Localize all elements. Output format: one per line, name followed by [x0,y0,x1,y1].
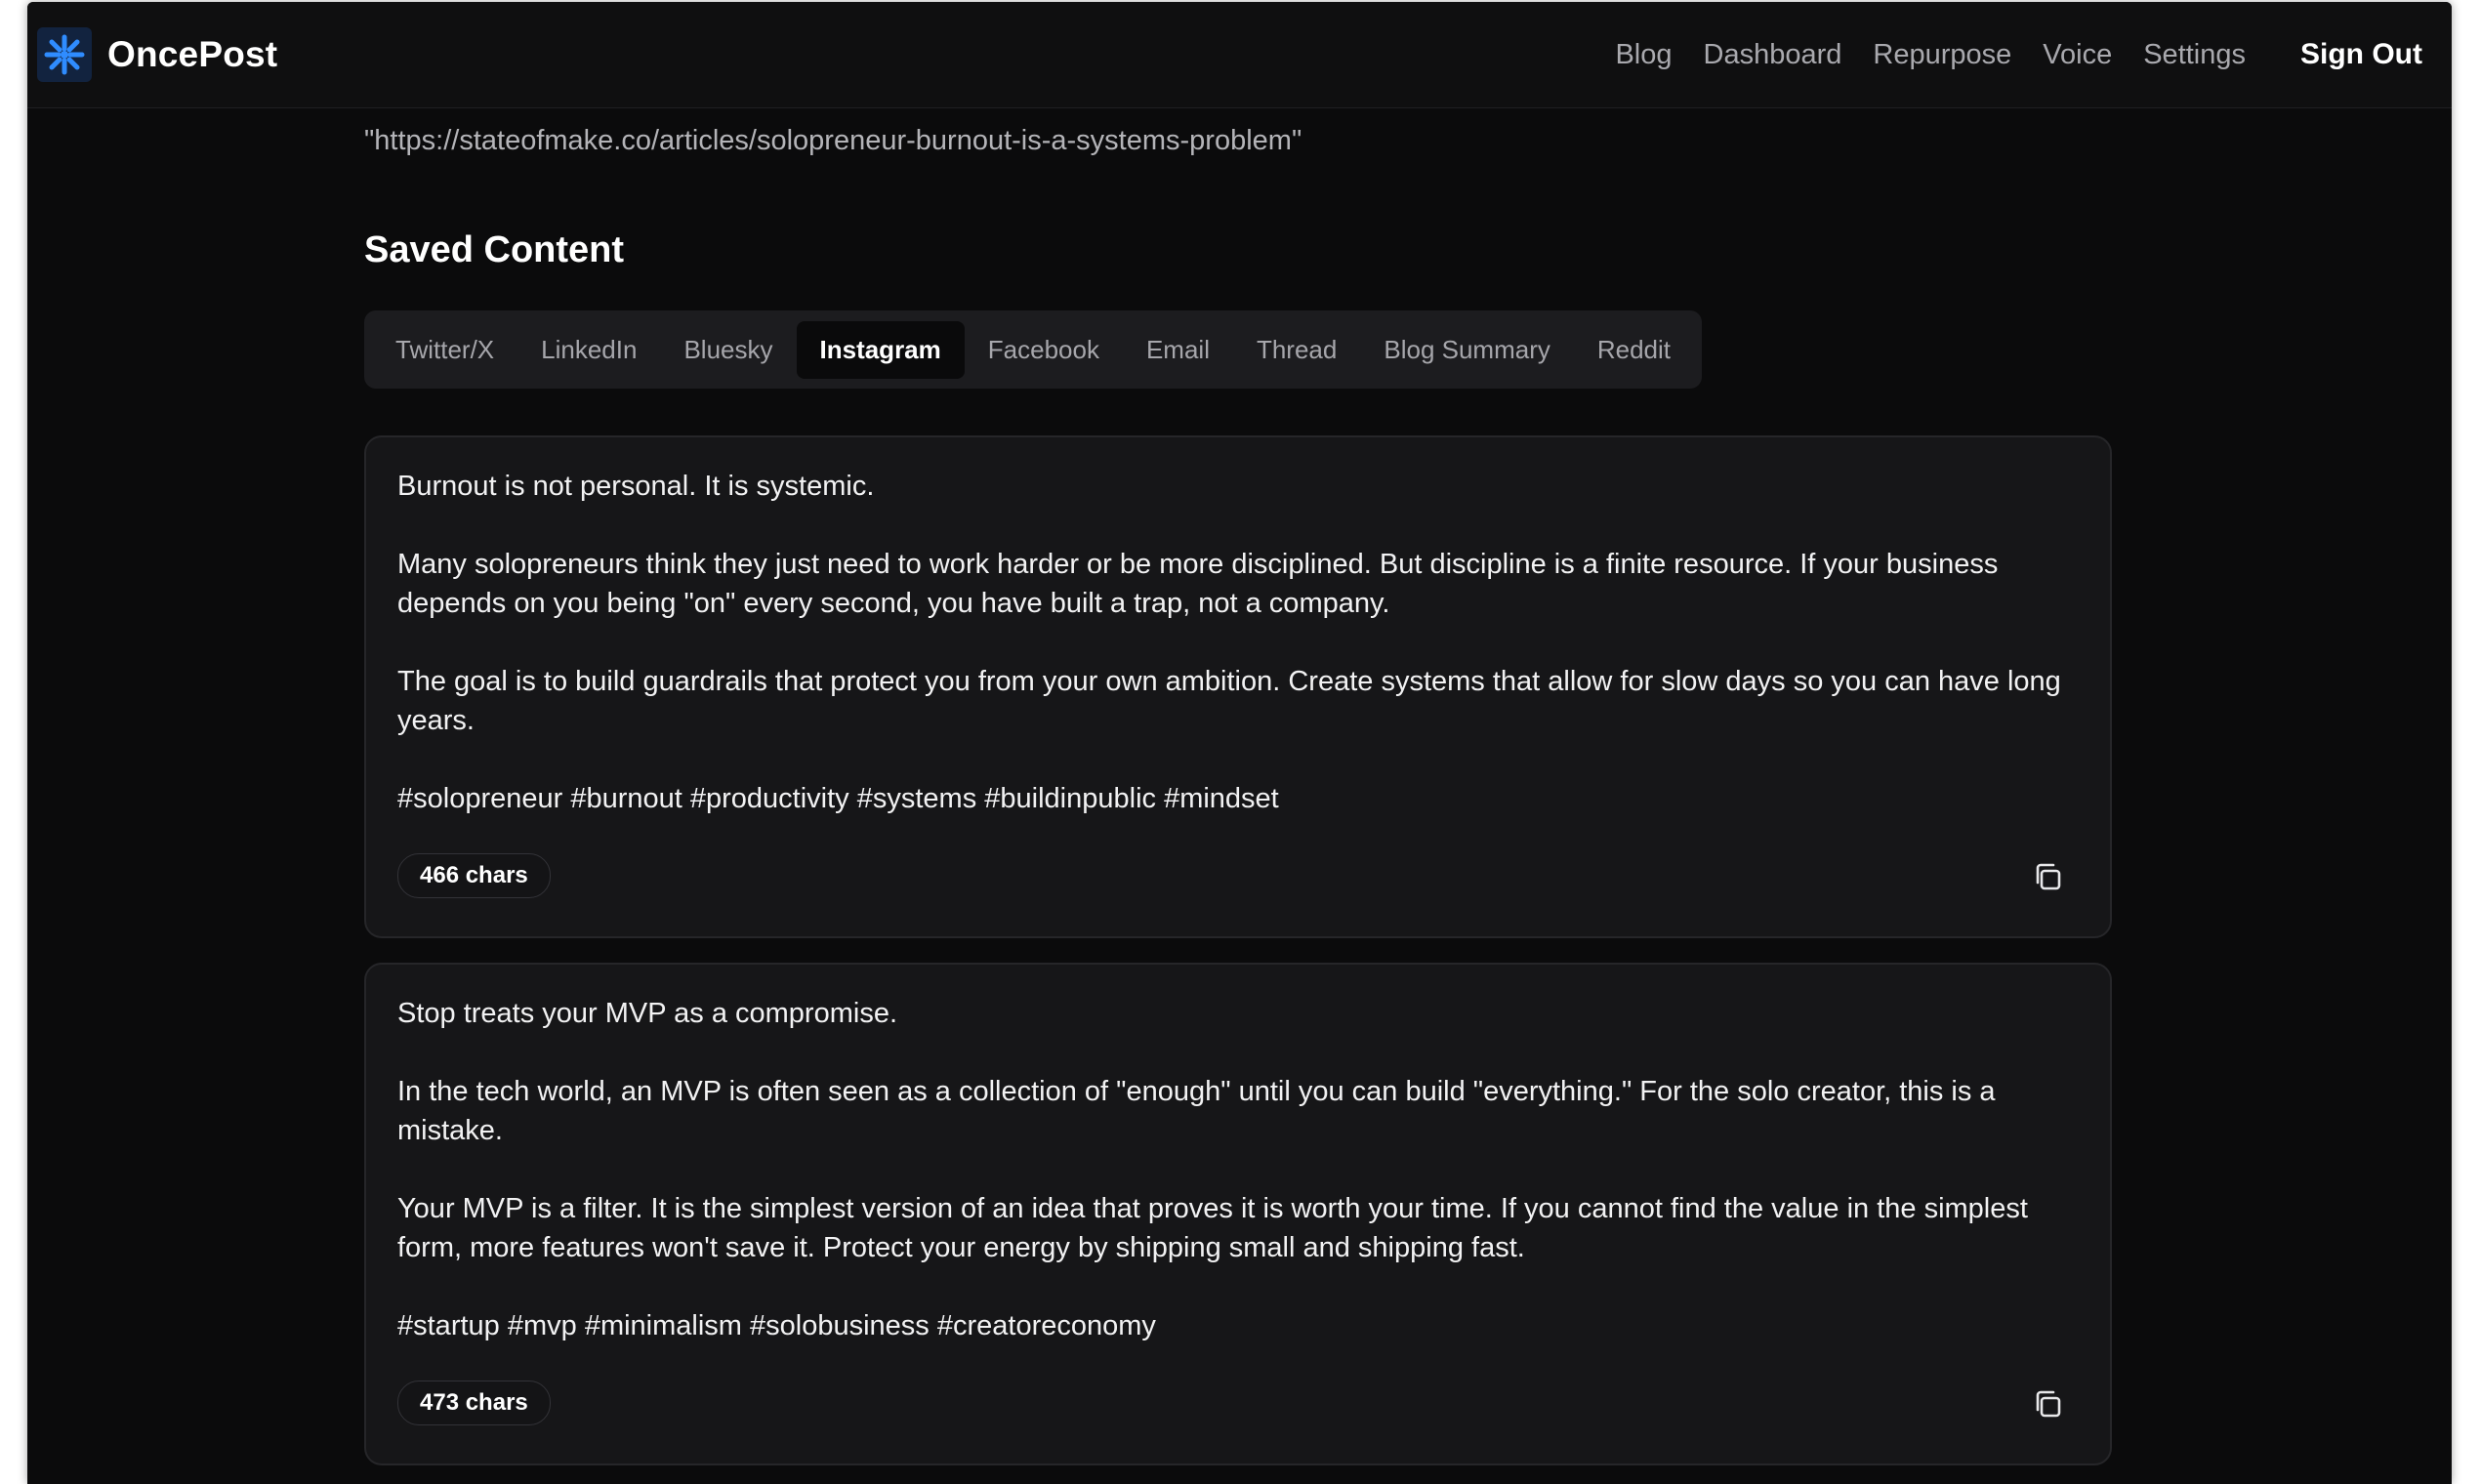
tab-twitter-x[interactable]: Twitter/X [395,334,495,364]
content-card [364,435,2112,938]
char-count-badge: 473 chars [397,1381,551,1425]
brand[interactable] [37,27,277,82]
sign-out-button[interactable]: Sign Out [2300,38,2422,70]
char-count-badge: 466 chars [397,853,551,898]
tab-facebook[interactable]: Facebook [987,334,1099,364]
copy-icon[interactable] [2028,857,2067,896]
nav-link-blog[interactable]: Blog [1615,38,1673,70]
tab-reddit[interactable]: Reddit [1596,334,1672,364]
nav-link-dashboard[interactable]: Dashboard [1703,38,1842,70]
brand-name: OncePost [107,34,278,74]
tab-email[interactable]: Email [1145,334,1210,364]
copy-icon[interactable] [2028,1384,2067,1423]
app-window [27,2,2452,1484]
tab-blog-summary[interactable]: Blog Summary [1384,334,1550,364]
source-url: "https://stateofmake.co/articles/solopreneur-burnout-is-a-systems-problem" [364,125,1302,156]
content-card [364,963,2112,1465]
top-navbar [27,2,2452,108]
nav-link-settings[interactable]: Settings [2143,38,2247,70]
platform-tabs [364,310,1702,389]
section-title: Saved Content [364,229,625,270]
post-text: Stop treats your MVP as a compromise. In the tech world, an MVP is often seen as a collection of "enough" until you can build "everything." For the solo creator, this is a mistake. Your MVP is a filter. It is the simplest version of an idea that proves it is worth your time. If you cannot find the value in the simplest form, more features won't save it. Protect your energy by shipping small and shipping fast. #startup #mvp #minimalism #solobusiness #creatoreconomy [397,998,2028,1341]
tab-bluesky[interactable]: Bluesky [683,334,773,364]
nav-link-voice[interactable]: Voice [2043,38,2113,70]
post-text: Burnout is not personal. It is systemic. Many solopreneurs think they just need to work harder or be more disciplined. But discipline is a finite resource. If your business depends on you being "on" every second, you have built a trap, not a company. The goal is to build guardrails that protect you from your own ambition. Create systems that allow for slow days so you can have long years. #solopreneur #burnout #productivity #systems #buildinpublic #mindset [397,471,2061,814]
asterisk-icon [37,27,92,82]
nav-links [1584,2,2422,107]
tab-linkedin[interactable]: LinkedIn [541,334,638,364]
nav-link-repurpose[interactable]: Repurpose [1873,38,2012,70]
tab-thread[interactable]: Thread [1256,334,1338,364]
tab-instagram[interactable]: Instagram [797,321,965,379]
